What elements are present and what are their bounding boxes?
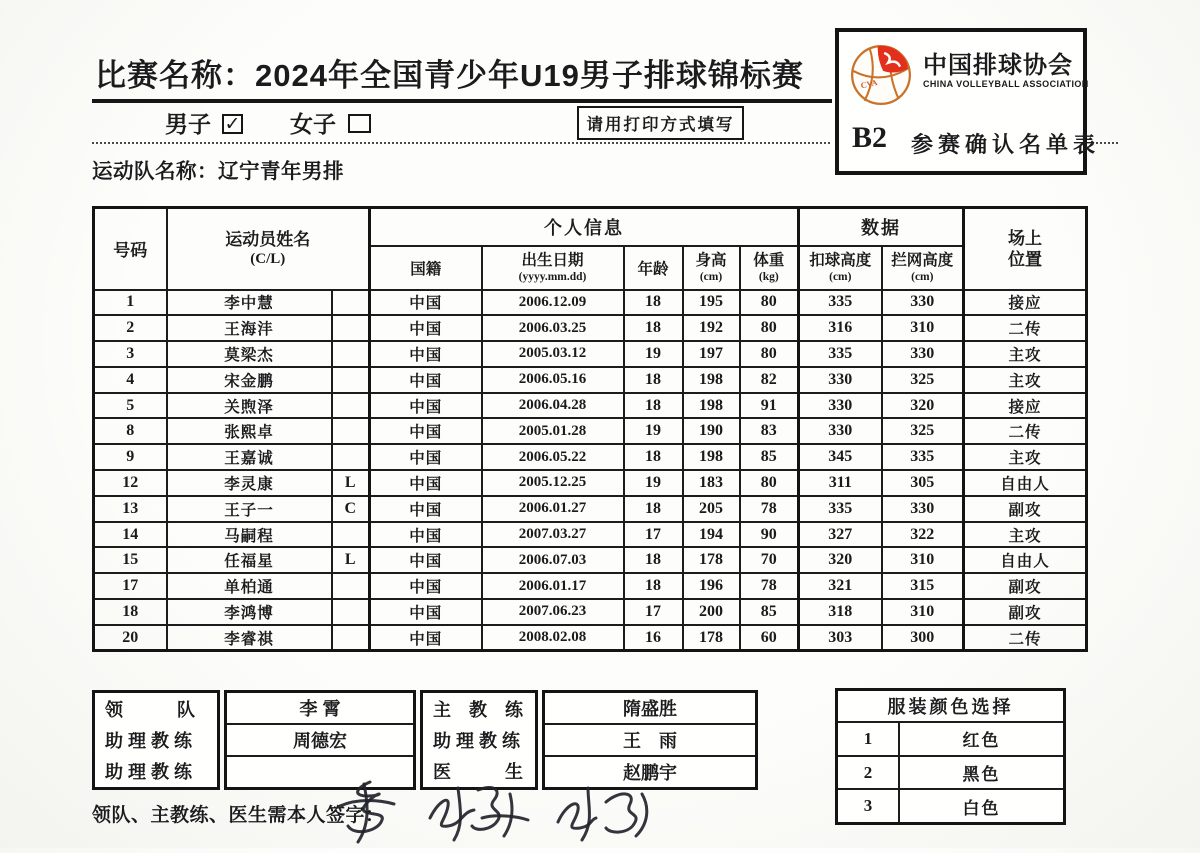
player-nationality: 中国 <box>370 341 482 367</box>
male-label: 男子 <box>165 111 211 137</box>
signature-3 <box>558 788 647 840</box>
volleyball-logo-icon <box>847 40 915 108</box>
player-age: 19 <box>624 341 683 367</box>
print-instruction-box <box>577 106 744 140</box>
player-number: 13 <box>94 496 167 522</box>
col-header-dob-line2: (yyyy.mm.dd) <box>518 271 587 283</box>
player-cl-flag <box>332 418 370 444</box>
col-header-position <box>964 208 1087 290</box>
player-nationality: 中国 <box>370 599 482 625</box>
player-number: 12 <box>94 470 167 496</box>
svg-text:CVA: CVA <box>859 78 879 91</box>
staff-right-labels <box>420 690 538 790</box>
roster-body <box>94 290 1087 651</box>
player-number: 2 <box>94 315 167 341</box>
player-weight: 91 <box>740 393 799 419</box>
player-nationality: 中国 <box>370 444 482 470</box>
title-underline <box>92 99 832 103</box>
player-dob: 2006.01.17 <box>482 573 624 599</box>
col-header-height-line2: (cm) <box>699 271 723 283</box>
player-height: 198 <box>683 367 740 393</box>
player-row <box>94 573 1087 599</box>
group-header-data: 数据 <box>799 208 964 246</box>
player-number: 18 <box>94 599 167 625</box>
player-dob: 2005.01.28 <box>482 418 624 444</box>
player-age: 19 <box>624 470 683 496</box>
player-block-height: 325 <box>882 418 964 444</box>
staff-name: 周德宏 <box>227 725 413 757</box>
player-number: 9 <box>94 444 167 470</box>
player-weight: 78 <box>740 496 799 522</box>
player-dob: 2006.05.22 <box>482 444 624 470</box>
player-position: 自由人 <box>964 547 1087 573</box>
player-name: 宋金鹏 <box>167 367 332 393</box>
association-box <box>835 28 1101 175</box>
signature-1 <box>340 782 394 842</box>
uniform-color-table <box>835 688 1066 825</box>
uniform-table-title: 服装颜色选择 <box>838 691 1063 723</box>
player-block-height: 310 <box>882 599 964 625</box>
player-row <box>94 341 1087 367</box>
player-block-height: 310 <box>882 315 964 341</box>
player-height: 198 <box>683 444 740 470</box>
player-weight: 80 <box>740 470 799 496</box>
col-header-age: 年龄 <box>624 246 683 290</box>
col-header-weight <box>740 246 799 290</box>
staff-name: 李 霄 <box>227 693 413 725</box>
player-nationality: 中国 <box>370 496 482 522</box>
col-header-height-line1: 身高 <box>695 251 727 269</box>
player-dob: 2008.02.08 <box>482 625 624 651</box>
player-row <box>94 315 1087 341</box>
player-position: 二传 <box>964 625 1087 651</box>
col-header-spike-line2: (cm) <box>829 271 852 283</box>
association-name-cn: 中国排球协会 <box>923 53 1073 79</box>
player-cl-flag <box>332 341 370 367</box>
player-spike-height: 330 <box>799 367 882 393</box>
player-cl-flag <box>332 444 370 470</box>
player-number: 17 <box>94 573 167 599</box>
player-cl-flag <box>332 290 370 316</box>
player-name: 关煦泽 <box>167 393 332 419</box>
player-height: 192 <box>683 315 740 341</box>
player-height: 200 <box>683 599 740 625</box>
player-cl-flag <box>332 367 370 393</box>
player-name: 李鸿博 <box>167 599 332 625</box>
player-name: 任福星 <box>167 547 332 573</box>
col-header-nationality: 国籍 <box>370 246 482 290</box>
player-number: 3 <box>94 341 167 367</box>
player-nationality: 中国 <box>370 625 482 651</box>
col-header-block <box>882 246 964 290</box>
team-label: 运动队名称： <box>92 160 218 183</box>
player-height: 190 <box>683 418 740 444</box>
player-row <box>94 470 1087 496</box>
player-position: 主攻 <box>964 367 1087 393</box>
player-number: 15 <box>94 547 167 573</box>
player-position: 二传 <box>964 315 1087 341</box>
player-nationality: 中国 <box>370 573 482 599</box>
player-spike-height: 335 <box>799 341 882 367</box>
player-block-height: 335 <box>882 444 964 470</box>
player-spike-height: 345 <box>799 444 882 470</box>
staff-label: 助 理 教 练 <box>105 730 193 751</box>
col-header-weight-line1: 体重 <box>753 251 785 269</box>
player-nationality: 中国 <box>370 470 482 496</box>
player-position: 主攻 <box>964 341 1087 367</box>
signatures <box>330 776 670 848</box>
staff-label: 医 生 <box>433 762 523 783</box>
staff-label: 助 理 教 练 <box>105 762 193 783</box>
player-spike-height: 318 <box>799 599 882 625</box>
player-age: 18 <box>624 444 683 470</box>
player-name: 马嗣程 <box>167 522 332 548</box>
col-header-spike <box>799 246 882 290</box>
player-nationality: 中国 <box>370 522 482 548</box>
player-position: 接应 <box>964 290 1087 316</box>
player-weight: 60 <box>740 625 799 651</box>
player-number: 8 <box>94 418 167 444</box>
player-block-height: 320 <box>882 393 964 419</box>
player-position: 接应 <box>964 393 1087 419</box>
signature-note: 领队、主教练、医生需本人签字： <box>92 805 385 826</box>
uniform-choice-color: 白色 <box>962 798 1001 818</box>
player-weight: 83 <box>740 418 799 444</box>
player-age: 18 <box>624 367 683 393</box>
player-cl-flag: C <box>332 496 370 522</box>
staff-left-labels <box>92 690 220 790</box>
player-number: 4 <box>94 367 167 393</box>
player-block-height: 305 <box>882 470 964 496</box>
male-checkbox <box>222 114 243 134</box>
col-header-name <box>167 208 370 290</box>
team-name-row <box>92 154 344 184</box>
player-cl-flag <box>332 522 370 548</box>
player-nationality: 中国 <box>370 290 482 316</box>
player-weight: 82 <box>740 367 799 393</box>
staff-label: 主 教 练 <box>433 699 523 720</box>
player-cl-flag <box>332 573 370 599</box>
roster-table <box>92 206 1088 652</box>
uniform-rows <box>838 723 1063 822</box>
player-height: 197 <box>683 341 740 367</box>
uniform-choice-color: 红色 <box>962 731 1001 751</box>
player-height: 205 <box>683 496 740 522</box>
player-height: 178 <box>683 547 740 573</box>
player-weight: 80 <box>740 290 799 316</box>
player-height: 198 <box>683 393 740 419</box>
player-weight: 85 <box>740 599 799 625</box>
player-row <box>94 444 1087 470</box>
player-dob: 2006.12.09 <box>482 290 624 316</box>
player-weight: 85 <box>740 444 799 470</box>
player-nationality: 中国 <box>370 418 482 444</box>
player-spike-height: 330 <box>799 418 882 444</box>
col-header-dob-line1: 出生日期 <box>521 251 584 269</box>
player-number: 14 <box>94 522 167 548</box>
player-row <box>94 418 1087 444</box>
player-dob: 2006.03.25 <box>482 315 624 341</box>
player-block-height: 322 <box>882 522 964 548</box>
player-spike-height: 311 <box>799 470 882 496</box>
print-instruction: 请用打印方式填写 <box>586 116 735 134</box>
uniform-row <box>838 723 1063 757</box>
col-header-dob <box>482 246 624 290</box>
player-row <box>94 367 1087 393</box>
player-cl-flag <box>332 315 370 341</box>
player-row <box>94 599 1087 625</box>
player-nationality: 中国 <box>370 547 482 573</box>
player-dob: 2007.06.23 <box>482 599 624 625</box>
player-position: 主攻 <box>964 522 1087 548</box>
player-row <box>94 496 1087 522</box>
player-height: 196 <box>683 573 740 599</box>
staff-name: 隋盛胜 <box>545 693 755 725</box>
col-header-weight-line2: (kg) <box>758 271 779 283</box>
player-row <box>94 625 1087 651</box>
page-title <box>95 50 804 95</box>
player-height: 183 <box>683 470 740 496</box>
player-position: 二传 <box>964 418 1087 444</box>
player-position: 副攻 <box>964 496 1087 522</box>
player-name: 张熙卓 <box>167 418 332 444</box>
staff-right-values <box>542 690 758 790</box>
uniform-row <box>838 757 1063 791</box>
player-dob: 2006.05.16 <box>482 367 624 393</box>
player-weight: 80 <box>740 315 799 341</box>
col-header-name-line2: (C/L) <box>250 251 286 267</box>
uniform-choice-color: 黑色 <box>962 765 1001 784</box>
title-label: 比赛名称： <box>95 58 255 93</box>
player-nationality: 中国 <box>370 315 482 341</box>
col-header-block-line1: 拦网高度 <box>891 251 954 269</box>
player-height: 194 <box>683 522 740 548</box>
player-weight: 90 <box>740 522 799 548</box>
uniform-row <box>838 790 1063 822</box>
player-dob: 2005.12.25 <box>482 470 624 496</box>
player-age: 18 <box>624 547 683 573</box>
player-row <box>94 547 1087 573</box>
col-header-spike-line1: 扣球高度 <box>809 251 872 269</box>
signature-2 <box>430 788 528 840</box>
player-block-height: 325 <box>882 367 964 393</box>
player-weight: 80 <box>740 341 799 367</box>
association-name-en: CHINA VOLLEYBALL ASSOCIATION <box>923 79 1089 89</box>
uniform-choice-number: 3 <box>838 790 900 822</box>
competition-name: 2024年全国青少年U19男子排球锦标赛 <box>255 58 804 93</box>
player-height: 195 <box>683 290 740 316</box>
form-title: 参赛确认名单表 <box>911 132 1101 157</box>
col-header-block-line2: (cm) <box>911 271 934 283</box>
uniform-choice-number: 1 <box>838 723 900 755</box>
player-spike-height: 335 <box>799 496 882 522</box>
col-header-position-line2: 位置 <box>1008 249 1043 269</box>
col-header-name-line1: 运动员姓名 <box>225 229 311 249</box>
player-age: 18 <box>624 573 683 599</box>
col-header-height <box>683 246 740 290</box>
check-icon: ✓ <box>224 113 241 135</box>
staff-label: 领 队 <box>105 699 195 720</box>
player-block-height: 310 <box>882 547 964 573</box>
player-cl-flag <box>332 599 370 625</box>
player-block-height: 315 <box>882 573 964 599</box>
player-spike-height: 330 <box>799 393 882 419</box>
staff-label: 助 理 教 练 <box>433 730 521 751</box>
player-nationality: 中国 <box>370 367 482 393</box>
player-name: 王嘉诚 <box>167 444 332 470</box>
staff-name: 王 雨 <box>545 725 755 757</box>
staff-name: 赵鹏宇 <box>623 763 677 783</box>
player-spike-height: 316 <box>799 315 882 341</box>
player-position: 自由人 <box>964 470 1087 496</box>
player-block-height: 330 <box>882 496 964 522</box>
player-dob: 2005.03.12 <box>482 341 624 367</box>
player-name: 李灵康 <box>167 470 332 496</box>
uniform-choice-number: 2 <box>838 757 900 789</box>
player-dob: 2007.03.27 <box>482 522 624 548</box>
player-age: 16 <box>624 625 683 651</box>
player-number: 20 <box>94 625 167 651</box>
team-name: 辽宁青年男排 <box>218 160 344 183</box>
form-code: B2 <box>852 121 888 154</box>
player-age: 18 <box>624 315 683 341</box>
player-dob: 2006.07.03 <box>482 547 624 573</box>
player-name: 王海沣 <box>167 315 332 341</box>
player-position: 主攻 <box>964 444 1087 470</box>
player-number: 5 <box>94 393 167 419</box>
staff-left-values <box>224 690 416 790</box>
player-name: 李睿祺 <box>167 625 332 651</box>
player-row <box>94 290 1087 316</box>
player-age: 19 <box>624 418 683 444</box>
player-block-height: 330 <box>882 290 964 316</box>
player-weight: 70 <box>740 547 799 573</box>
player-spike-height: 327 <box>799 522 882 548</box>
player-age: 18 <box>624 393 683 419</box>
player-row <box>94 522 1087 548</box>
player-age: 17 <box>624 599 683 625</box>
player-height: 178 <box>683 625 740 651</box>
player-nationality: 中国 <box>370 393 482 419</box>
col-header-number: 号码 <box>94 208 167 290</box>
col-header-position-line1: 场上 <box>1008 228 1043 248</box>
player-number: 1 <box>94 290 167 316</box>
player-age: 17 <box>624 522 683 548</box>
player-spike-height: 321 <box>799 573 882 599</box>
player-weight: 78 <box>740 573 799 599</box>
player-spike-height: 320 <box>799 547 882 573</box>
player-age: 18 <box>624 290 683 316</box>
player-cl-flag <box>332 393 370 419</box>
player-cl-flag: L <box>332 547 370 573</box>
player-spike-height: 303 <box>799 625 882 651</box>
player-age: 18 <box>624 496 683 522</box>
player-spike-height: 335 <box>799 290 882 316</box>
player-row <box>94 393 1087 419</box>
player-dob: 2006.01.27 <box>482 496 624 522</box>
group-header-personal-info: 个人信息 <box>370 208 799 246</box>
dotted-separator <box>92 142 830 144</box>
player-block-height: 300 <box>882 625 964 651</box>
player-position: 副攻 <box>964 599 1087 625</box>
female-checkbox <box>348 114 371 133</box>
player-name: 李中慧 <box>167 290 332 316</box>
player-name: 莫梁杰 <box>167 341 332 367</box>
player-cl-flag: L <box>332 470 370 496</box>
player-block-height: 330 <box>882 341 964 367</box>
player-name: 单柏通 <box>167 573 332 599</box>
player-name: 王子一 <box>167 496 332 522</box>
female-label: 女子 <box>290 111 336 137</box>
player-dob: 2006.04.28 <box>482 393 624 419</box>
player-cl-flag <box>332 625 370 651</box>
player-position: 副攻 <box>964 573 1087 599</box>
